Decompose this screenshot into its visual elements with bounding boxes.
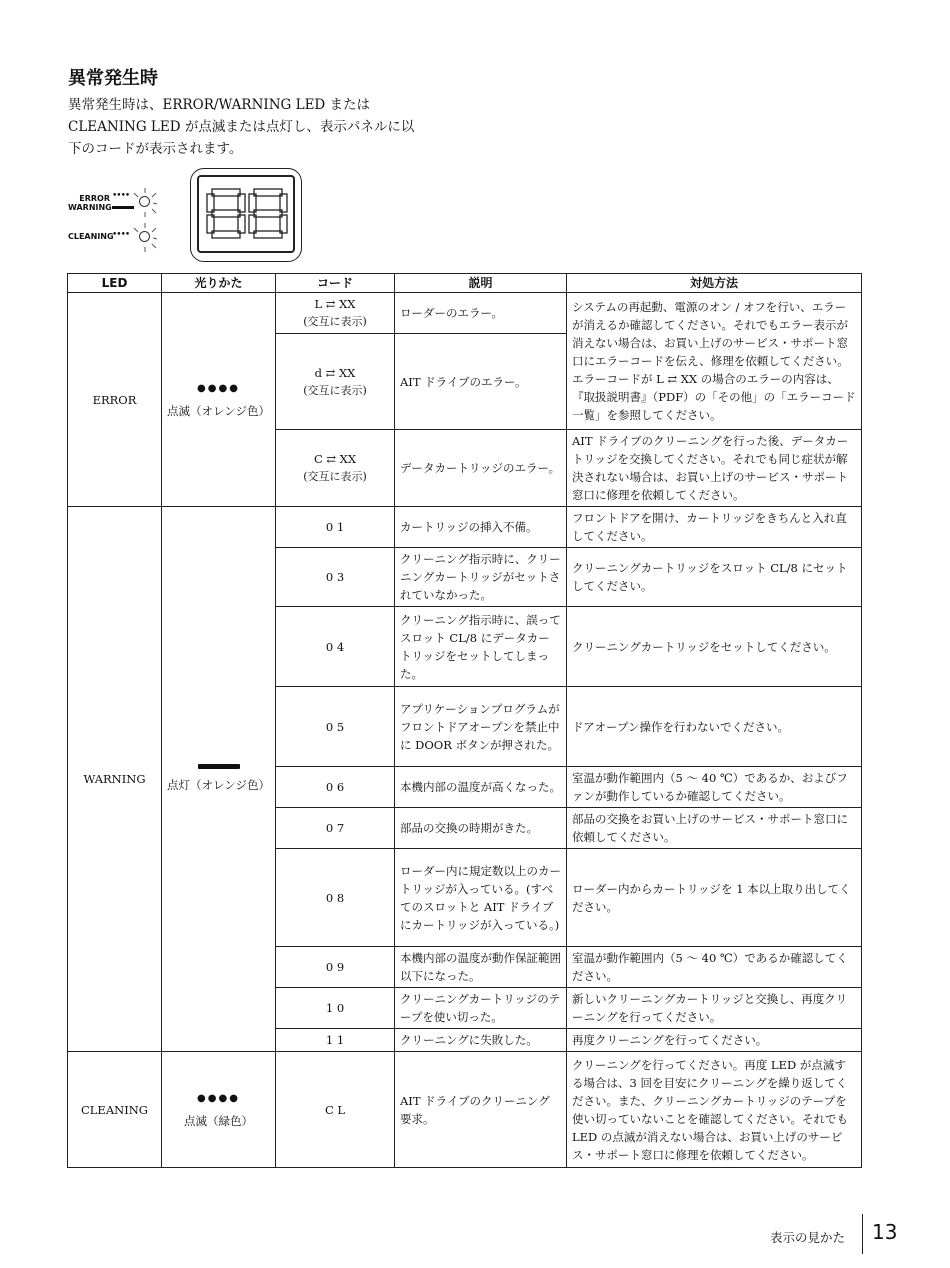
solid-bar-icon [198, 764, 240, 769]
pattern-text: 点滅（オレンジ色） [167, 403, 270, 418]
code-cell: 0 7 [276, 808, 395, 849]
remedy-cell: ローダー内からカートリッジを 1 本以上取り出してください。 [567, 849, 862, 947]
remedy-cell: 再度クリーニングを行ってください。 [567, 1029, 862, 1052]
code-cell: 0 3 [276, 548, 395, 607]
code-cell: 0 5 [276, 687, 395, 767]
remedy-cell: クリーニングカートリッジをセットしてください。 [567, 607, 862, 687]
description-cell: 本機内部の温度が高くなった。 [395, 767, 567, 808]
table-row [68, 1052, 862, 1168]
code-cell [276, 334, 395, 430]
description-cell: データカートリッジのエラー。 [395, 430, 567, 507]
code-cell: 1 0 [276, 988, 395, 1029]
pattern-cleaning-cell [162, 1052, 276, 1168]
remedy-cell: クリーニングカートリッジをスロット CL/8 にセットしてください。 [567, 548, 862, 607]
cleaning-led-label: CLEANING [68, 232, 114, 241]
warning-led-label: WARNING [68, 203, 112, 212]
code-cell: 0 6 [276, 767, 395, 808]
code-value: d ⇄ XX [314, 365, 356, 380]
code-cell [276, 293, 395, 334]
remedy-cell: 部品の交換をお買い上げのサービス・サポート窓口に依頼してください。 [567, 808, 862, 849]
pattern-text: 点灯（オレンジ色） [167, 778, 270, 792]
remedy-cell: システムの再起動、電源のオン / オフを行い、エラーが消えるか確認してください。それでもエラー表示が消えない場合は、お買い上げのサービス・サポート窓口にエラーコードを伝え、修理を依頼してください。エラーコードが L ⇄ XX の場合のエラーの内容は、『取扱説明書』（PDF）の「その他」の「エラーコード一覧」を参照してください。 [567, 293, 862, 430]
table-row [68, 507, 862, 548]
error-code-table [67, 273, 862, 1168]
description-cell: カートリッジの挿入不備。 [395, 507, 567, 548]
error-warning-led-label [68, 194, 110, 212]
intro-line-1: 異常発生時は、ERROR/WARNING LED または [68, 97, 371, 113]
description-cell: ローダー内に規定数以上のカートリッジが入っている。(すべてのスロットと AIT ドライブにカートリッジが入っている。) [395, 849, 567, 947]
remedy-cell: 新しいクリーニングカートリッジと交換し、再度クリーニングを行ってください。 [567, 988, 862, 1029]
remedy-cell: フロントドアを開け、カートリッジをきちんと入れ直してください。 [567, 507, 862, 548]
led-error-cell: ERROR [68, 293, 162, 507]
description-cell: AIT ドライブのクリーニング要求。 [395, 1052, 567, 1168]
segment-digits-icon [199, 177, 293, 251]
code-cell: 0 1 [276, 507, 395, 548]
display-panel [190, 168, 302, 262]
footer-divider [862, 1214, 863, 1254]
description-cell: クリーニング指示時に、クリーニングカートリッジがセットされていなかった。 [395, 548, 567, 607]
description-cell: クリーニング指示時に、誤ってスロット CL/8 にデータカートリッジをセットしてしまった。 [395, 607, 567, 687]
header-led: LED [68, 274, 162, 293]
remedy-cell: 室温が動作範囲内（5 ～ 40 ℃）であるか確認してください。 [567, 947, 862, 988]
remedy-cell: 室温が動作範囲内（5 ～ 40 ℃）であるか、およびファンが動作しているか確認してください。 [567, 767, 862, 808]
pattern-warning-cell [162, 507, 276, 1052]
description-cell: クリーニングカートリッジのテープを使い切った。 [395, 988, 567, 1029]
header-code: コード [276, 274, 395, 293]
description-cell: ローダーのエラー。 [395, 293, 567, 334]
code-cell [276, 430, 395, 507]
remedy-cell: ドアオープン操作を行わないでください。 [567, 687, 862, 767]
code-cell: 0 9 [276, 947, 395, 988]
section-title: 異常発生時 [68, 68, 158, 89]
code-note: (交互に表示) [303, 470, 367, 483]
code-note: (交互に表示) [303, 315, 367, 328]
header-remedy: 対処方法 [567, 274, 862, 293]
page-number: 13 [872, 1220, 898, 1244]
seven-segment-display [197, 175, 295, 253]
code-cell: 1 1 [276, 1029, 395, 1052]
intro-line-2: CLEANING LED が点滅または点灯し、表示パネルに以 [68, 119, 415, 135]
header-pattern: 光りかた [162, 274, 276, 293]
description-cell: 部品の交換の時期がきた。 [395, 808, 567, 849]
intro-line-3: 下のコードが表示されます。 [68, 141, 243, 157]
table-row [68, 293, 862, 334]
description-cell: アプリケーションプログラムがフロントドアオープンを禁止中に DOOR ボタンが押された。 [395, 687, 567, 767]
code-cell: C L [276, 1052, 395, 1168]
table-header-row [68, 274, 862, 293]
error-led-label: ERROR [79, 194, 110, 203]
intro-paragraph [68, 94, 448, 160]
blink-dots-icon: •••• [112, 191, 130, 201]
code-cell: 0 4 [276, 607, 395, 687]
remedy-cell: AIT ドライブのクリーニングを行った後、データカートリッジを交換してください。それでも同じ症状が解決されない場合は、お買い上げのサービス・サポート窓口に修理を依頼してください。 [567, 430, 862, 507]
code-value: L ⇄ XX [314, 297, 356, 311]
pattern-error-cell [162, 293, 276, 507]
blink-dots-icon: ●●●● [197, 1092, 240, 1104]
pattern-text: 点滅（緑色） [184, 1113, 253, 1128]
blink-dots-icon: ●●●● [197, 382, 240, 394]
led-glow-icon [130, 186, 160, 256]
led-warning-cell: WARNING [68, 507, 162, 1052]
led-cleaning-cell: CLEANING [68, 1052, 162, 1168]
code-cell: 0 8 [276, 849, 395, 947]
description-cell: クリーニングに失敗した。 [395, 1029, 567, 1052]
led-figure [68, 186, 168, 256]
header-description: 説明 [395, 274, 567, 293]
description-cell: 本機内部の温度が動作保証範囲以下になった。 [395, 947, 567, 988]
footer-section-name: 表示の見かた [770, 1230, 846, 1245]
blink-dots-icon: •••• [112, 230, 130, 240]
remedy-cell: クリーニングを行ってください。再度 LED が点滅する場合は、3 回を目安にクリーニングを繰り返してください。また、クリーニングカートリッジのテープを使い切っていないことを確認してください。それでも LED の点滅が消えない場合は、お買い上げのサービス・サポート窓口に修理を依頼してください。 [567, 1052, 862, 1168]
code-note: (交互に表示) [303, 383, 367, 397]
description-cell: AIT ドライブのエラー。 [395, 334, 567, 430]
code-value: C ⇄ XX [313, 452, 357, 466]
